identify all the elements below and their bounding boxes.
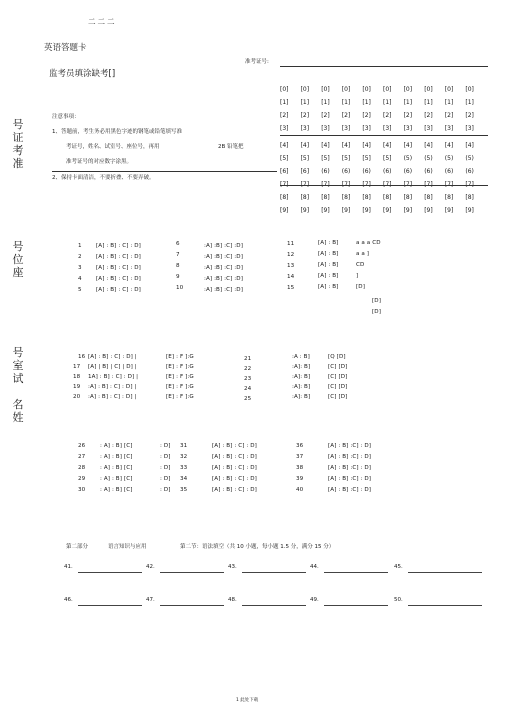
exam-digit-bubble[interactable]: [9] [465, 207, 474, 214]
notes-line-2a: 考证号，姓名、试室号、座位号，再用 [66, 144, 160, 150]
exam-digit-bubble[interactable]: (5) [444, 155, 454, 162]
exam-digit-bubble[interactable]: [8] [300, 194, 310, 201]
exam-digit-bubble[interactable]: [1] [321, 99, 330, 106]
answer-options[interactable]: [A] : B] [318, 284, 339, 290]
question-number: 9 [176, 274, 180, 280]
question-number: 22 [244, 366, 252, 372]
exam-digit-bubble[interactable]: [2] [300, 112, 310, 119]
answer-blank-line[interactable] [242, 605, 306, 606]
question-number: 34 [180, 476, 188, 482]
exam-digit-bubble[interactable]: [9] [300, 207, 310, 214]
exam-digit-bubble[interactable]: [2] [403, 112, 413, 119]
answer-options-tail[interactable]: a a ] [356, 251, 370, 257]
notes-line-4: 2、保持卡面清洁，不要折叠、不要弄破。 [52, 175, 155, 181]
notes-line-2b: 2B 铅笔把 [218, 144, 244, 150]
exam-digit-bubble[interactable]: [5] [383, 155, 392, 162]
answer-blank-line[interactable] [160, 605, 224, 606]
answer-options-tail[interactable]: [C] [D] [328, 364, 348, 370]
exam-digit-bubble[interactable]: (6) [362, 168, 371, 175]
answer-options[interactable]: [A] : B] [318, 273, 339, 279]
answer-options[interactable]: [A] : B] : C] : D] [212, 443, 257, 449]
exam-digit-bubble[interactable]: [1] [383, 99, 392, 106]
question-number: 24 [244, 386, 252, 392]
answer-options[interactable]: : D] [160, 443, 171, 449]
question-number: 30 [78, 487, 86, 493]
answer-options-tail[interactable]: [D] [372, 298, 381, 304]
answer-options[interactable]: [A] : B] :C] : D] [328, 443, 372, 449]
exam-digit-bubble[interactable]: [9] [383, 207, 392, 214]
exam-digit-bubble[interactable]: [8] [444, 194, 454, 201]
notes-line-1: 1、答题前，考生务必用黑色字迹的钢笔或铅笔填写准 [52, 129, 183, 135]
answer-options[interactable]: [A] : B] : C] : D] [212, 454, 257, 460]
exam-digit-bubble[interactable]: [0] [465, 86, 474, 93]
answer-options-tail[interactable]: [C] [D] [328, 374, 348, 380]
question-number: 35 [180, 487, 188, 493]
exam-digit-bubble[interactable]: [5] [300, 155, 310, 162]
exam-digit-bubble[interactable]: [8] [424, 194, 433, 201]
question-number: 21 [244, 356, 252, 362]
exam-digit-bubble[interactable]: [5] [341, 155, 351, 162]
exam-digit-bubble[interactable]: [3] [383, 125, 392, 132]
blank-number: 45. [394, 564, 403, 570]
answer-options[interactable]: :A] :B] :C] :D] [204, 287, 243, 293]
answer-options[interactable]: :A] :B] :C] :D] [204, 276, 243, 282]
exam-digit-bubble[interactable]: [1] [280, 99, 289, 106]
answer-options-ext[interactable]: [E] : F ]:G [166, 354, 194, 360]
answer-options[interactable]: : A] : B] [C] [100, 465, 133, 471]
exam-digit-bubble[interactable]: [0] [444, 86, 454, 93]
exam-digit-bubble[interactable]: [3] [300, 125, 310, 132]
exam-digit-bubble[interactable]: [9] [341, 207, 351, 214]
answer-options[interactable]: :A] :B] :C] :D] [204, 265, 243, 271]
answer-options[interactable]: [A] : B] : C] : D] [212, 487, 257, 493]
answer-options[interactable]: [A] : B] :C] : D] [328, 465, 372, 471]
exam-digit-bubble[interactable]: [3] [424, 125, 433, 132]
side-label-seat: 号 位 座 [12, 240, 24, 279]
exam-digit-bubble[interactable]: [3] [341, 125, 351, 132]
exam-digit-bubble[interactable]: [4] [465, 142, 474, 149]
question-number: 36 [296, 443, 304, 449]
answer-options[interactable]: [A] : B] [318, 240, 339, 246]
blank-number: 48. [228, 597, 237, 603]
answer-options[interactable]: [A] : B] : C] : D] [212, 465, 257, 471]
answer-options-tail[interactable]: [Q [D] [328, 354, 346, 360]
answer-options[interactable]: :A] : B] : C] : D] | [88, 394, 137, 400]
exam-digit-bubble[interactable]: [8] [341, 194, 351, 201]
answer-blank-line[interactable] [78, 605, 142, 606]
exam-number-label: 准考证号: [245, 59, 269, 65]
answer-options[interactable]: :A] :B] :C] :D] [204, 243, 243, 249]
exam-digit-bubble[interactable]: (6) [321, 168, 330, 175]
exam-digit-bubble[interactable]: [0] [362, 86, 371, 93]
notes-heading: 注意事项： [52, 114, 80, 120]
exam-digit-bubble[interactable]: [4] [362, 142, 371, 149]
exam-number-line [280, 66, 488, 67]
answer-options[interactable]: : A] : B] [C] [100, 443, 133, 449]
question-number: 13 [287, 263, 295, 269]
question-number: 10 [176, 285, 184, 291]
exam-digit-bubble[interactable]: (6) [341, 168, 351, 175]
answer-options[interactable]: [A] | B] | C] | D] | [88, 364, 137, 370]
answer-options-tail[interactable]: ] [356, 273, 359, 279]
notes-divider [52, 171, 277, 172]
exam-digit-bubble[interactable]: [8] [403, 194, 413, 201]
exam-digit-bubble[interactable]: [6] [280, 168, 289, 175]
exam-digit-bubble[interactable]: [4] [383, 142, 392, 149]
exam-digit-bubble[interactable]: [9] [362, 207, 371, 214]
exam-digit-bubble[interactable]: (6) [424, 168, 433, 175]
answer-blank-line[interactable] [324, 605, 388, 606]
question-number: 12 [287, 252, 295, 258]
answer-options[interactable]: [A] : B] [318, 251, 339, 257]
question-number: 19 [73, 384, 81, 390]
answer-options[interactable]: : A] : B] [C] [100, 454, 133, 460]
exam-digit-bubble[interactable]: (6) [383, 168, 392, 175]
blank-number: 47. [146, 597, 155, 603]
question-number: 37 [296, 454, 304, 460]
question-number: 28 [78, 465, 86, 471]
exam-digit-bubble[interactable]: (5) [465, 155, 474, 162]
question-number: 4 [78, 276, 82, 282]
exam-digit-bubble[interactable]: [1] [444, 99, 454, 106]
exam-digit-bubble[interactable]: [2] [444, 112, 454, 119]
part2-section: 语言知识与应用 [108, 544, 147, 550]
answer-options-ext[interactable]: [E] : F ]:G [166, 394, 194, 400]
question-number: 2 [78, 254, 82, 260]
question-number: 31 [180, 443, 188, 449]
exam-digit-bubble[interactable]: [1] [424, 99, 433, 106]
exam-digit-bubble[interactable]: [2] [424, 112, 433, 119]
question-number: 16 [78, 354, 86, 360]
question-number: 23 [244, 376, 252, 382]
question-number: 3 [78, 265, 82, 271]
exam-digit-bubble[interactable]: [8] [321, 194, 330, 201]
answer-options[interactable]: :A] : B] : C] : D] | [88, 384, 137, 390]
question-number: 1 [78, 243, 82, 249]
exam-digit-bubble[interactable]: [0] [341, 86, 351, 93]
side-label-exam-id: 号 证 考 准 [12, 118, 24, 170]
exam-digit-bubble[interactable]: [2] [280, 112, 289, 119]
question-number: 39 [296, 476, 304, 482]
answer-options[interactable]: [A] : B] [318, 262, 339, 268]
question-number: 27 [78, 454, 86, 460]
answer-blank-line[interactable] [408, 605, 482, 606]
exam-digit-bubble[interactable]: [3] [403, 125, 413, 132]
exam-digit-bubble[interactable]: [4] [341, 142, 351, 149]
answer-options[interactable]: [A] : B] :C] : D] [328, 476, 372, 482]
exam-digit-bubble[interactable]: [8] [465, 194, 474, 201]
question-number: 7 [176, 252, 180, 258]
question-number: 25 [244, 396, 252, 402]
answer-options[interactable]: [A] : B] : C] : D] [212, 476, 257, 482]
answer-options-ext[interactable]: [E] : F ]:G [166, 384, 194, 390]
exam-digit-bubble[interactable]: [9] [321, 207, 330, 214]
exam-digit-bubble[interactable]: [9] [280, 207, 289, 214]
exam-digit-bubble[interactable]: [3] [321, 125, 330, 132]
blank-number: 44. [310, 564, 319, 570]
answer-options[interactable]: : D] [160, 476, 171, 482]
exam-digit-bubble[interactable]: [3] [362, 125, 371, 132]
answer-options[interactable]: [A] : B] : C] : D] [96, 287, 141, 293]
exam-digit-bubble[interactable]: [9] [424, 207, 433, 214]
exam-digit-bubble[interactable]: [4] [424, 142, 433, 149]
answer-options-tail[interactable]: [C] [D] [328, 394, 348, 400]
answer-options[interactable]: : A] : B] [C] [100, 487, 133, 493]
answer-blank-line[interactable] [324, 572, 388, 573]
question-number: 20 [73, 394, 81, 400]
exam-digit-bubble[interactable]: [2] [341, 112, 351, 119]
answer-options-tail[interactable]: CD [356, 262, 365, 268]
question-number: 26 [78, 443, 86, 449]
question-number: 11 [287, 241, 295, 247]
answer-options[interactable]: : A] : B] [C] [100, 476, 133, 482]
exam-digit-bubble[interactable]: [2] [465, 112, 474, 119]
exam-digit-bubble[interactable]: [3] [465, 125, 474, 132]
answer-options[interactable]: [A] : B] : C] : D] [96, 276, 141, 282]
exam-digit-bubble[interactable]: [1] [300, 99, 310, 106]
exam-digit-bubble[interactable]: [8] [362, 194, 371, 201]
grid-divider-2 [280, 185, 488, 186]
side-label-room-name: 号 室 试 名 姓 [12, 346, 24, 424]
question-number: 15 [287, 285, 295, 291]
exam-digit-bubble[interactable]: [0] [300, 86, 310, 93]
absent-mark-label[interactable]: 监考员填涂缺考[] [49, 69, 116, 79]
answer-options-ext[interactable]: [E] : F ]:G [166, 374, 194, 380]
blank-number: 46. [64, 597, 73, 603]
blank-number: 42. [146, 564, 155, 570]
answer-options-tail[interactable]: [D] [372, 309, 381, 315]
exam-digit-bubble[interactable]: [9] [403, 207, 413, 214]
footer-note: 1 此处下载 [236, 698, 259, 703]
exam-digit-bubble[interactable]: [4] [300, 142, 310, 149]
answer-blank-line[interactable] [242, 572, 306, 573]
part2-subsection: 第二节：语法填空（共 10 小题，每小题 1.5 分，满分 15 分） [180, 544, 335, 550]
question-number: 6 [176, 241, 180, 247]
exam-digit-bubble[interactable]: [2] [321, 112, 330, 119]
answer-blank-line[interactable] [160, 572, 224, 573]
answer-options[interactable]: [A] : B] : C] : D] [96, 265, 141, 271]
exam-digit-bubble[interactable]: (6) [444, 168, 454, 175]
exam-digit-bubble[interactable]: [2] [362, 112, 371, 119]
exam-digit-bubble[interactable]: (5) [424, 155, 433, 162]
part2-label: 第二部分 [66, 544, 89, 550]
answer-options[interactable]: [A] : B] : C] : D] | [88, 354, 137, 360]
exam-digit-bubble[interactable]: [9] [444, 207, 454, 214]
question-number: 5 [78, 287, 82, 293]
card-title: 英语答题卡 [44, 43, 87, 53]
top-mark: 二二二 [88, 17, 117, 26]
answer-blank-line[interactable] [408, 572, 482, 573]
question-number: 33 [180, 465, 188, 471]
exam-digit-bubble[interactable]: [0] [321, 86, 330, 93]
exam-digit-bubble[interactable]: [1] [465, 99, 474, 106]
answer-options[interactable]: :A] :B] :C] :D] [204, 254, 243, 260]
exam-digit-bubble[interactable]: [2] [383, 112, 392, 119]
exam-digit-bubble[interactable]: [5] [280, 155, 289, 162]
question-number: 18 [73, 374, 81, 380]
answer-options[interactable]: : D] [160, 487, 171, 493]
answer-options[interactable]: [A] : B] : C] : D] [96, 243, 141, 249]
exam-digit-bubble[interactable]: [0] [280, 86, 289, 93]
exam-digit-bubble[interactable]: [0] [403, 86, 413, 93]
answer-blank-line[interactable] [78, 572, 142, 573]
exam-digit-bubble[interactable]: [1] [341, 99, 351, 106]
exam-digit-bubble[interactable]: [8] [383, 194, 392, 201]
blank-number: 41. [64, 564, 73, 570]
exam-digit-bubble[interactable]: [4] [280, 142, 289, 149]
question-number: 29 [78, 476, 86, 482]
answer-options[interactable]: 1A] : B] : C] : D] | [88, 374, 139, 380]
notes-line-3: 准考证号的对应数字涂黑。 [66, 159, 133, 165]
answer-options[interactable]: [A] : B] : C] : D] [96, 254, 141, 260]
question-number: 8 [176, 263, 180, 269]
question-number: 32 [180, 454, 188, 460]
exam-digit-bubble[interactable]: [0] [424, 86, 433, 93]
answer-options[interactable]: : D] [160, 454, 171, 460]
exam-digit-bubble[interactable]: [3] [280, 125, 289, 132]
blank-number: 43. [228, 564, 237, 570]
answer-options[interactable]: : D] [160, 465, 171, 471]
exam-digit-bubble[interactable]: [4] [444, 142, 454, 149]
grid-divider-1 [280, 135, 488, 136]
exam-digit-bubble[interactable]: [4] [321, 142, 330, 149]
answer-options[interactable]: :A]: B] [292, 374, 311, 380]
answer-options-tail[interactable]: a a a CD [356, 240, 381, 246]
answer-options-tail[interactable]: [C] [D] [328, 384, 348, 390]
blank-number: 50. [394, 597, 403, 603]
answer-options[interactable]: :A]: B] [292, 384, 311, 390]
question-number: 17 [73, 364, 81, 370]
question-number: 38 [296, 465, 304, 471]
exam-digit-bubble[interactable]: (5) [403, 155, 413, 162]
blank-number: 49. [310, 597, 319, 603]
exam-digit-bubble[interactable]: [0] [383, 86, 392, 93]
exam-digit-bubble[interactable]: (6) [465, 168, 474, 175]
answer-options-tail[interactable]: [D] [356, 284, 365, 290]
answer-options[interactable]: [A] : B] :C] : D] [328, 487, 372, 493]
exam-digit-bubble[interactable]: [5] [362, 155, 371, 162]
exam-digit-bubble[interactable]: [8] [280, 194, 289, 201]
exam-digit-bubble[interactable]: [1] [403, 99, 413, 106]
answer-options[interactable]: :A]: B] [292, 394, 311, 400]
exam-digit-bubble[interactable]: [5] [321, 155, 330, 162]
exam-digit-bubble[interactable]: [3] [444, 125, 454, 132]
answer-options[interactable]: [A] : B] :C] : D] [328, 454, 372, 460]
answer-options[interactable]: :A : B] [292, 354, 310, 360]
exam-digit-bubble[interactable]: [6] [300, 168, 310, 175]
answer-options-ext[interactable]: [E] : F ]:G [166, 364, 194, 370]
question-number: 14 [287, 274, 295, 280]
answer-options[interactable]: :A]: B] [292, 364, 311, 370]
exam-digit-bubble[interactable]: [1] [362, 99, 371, 106]
question-number: 40 [296, 487, 304, 493]
exam-digit-bubble[interactable]: [4] [403, 142, 413, 149]
exam-digit-bubble[interactable]: (6) [403, 168, 413, 175]
